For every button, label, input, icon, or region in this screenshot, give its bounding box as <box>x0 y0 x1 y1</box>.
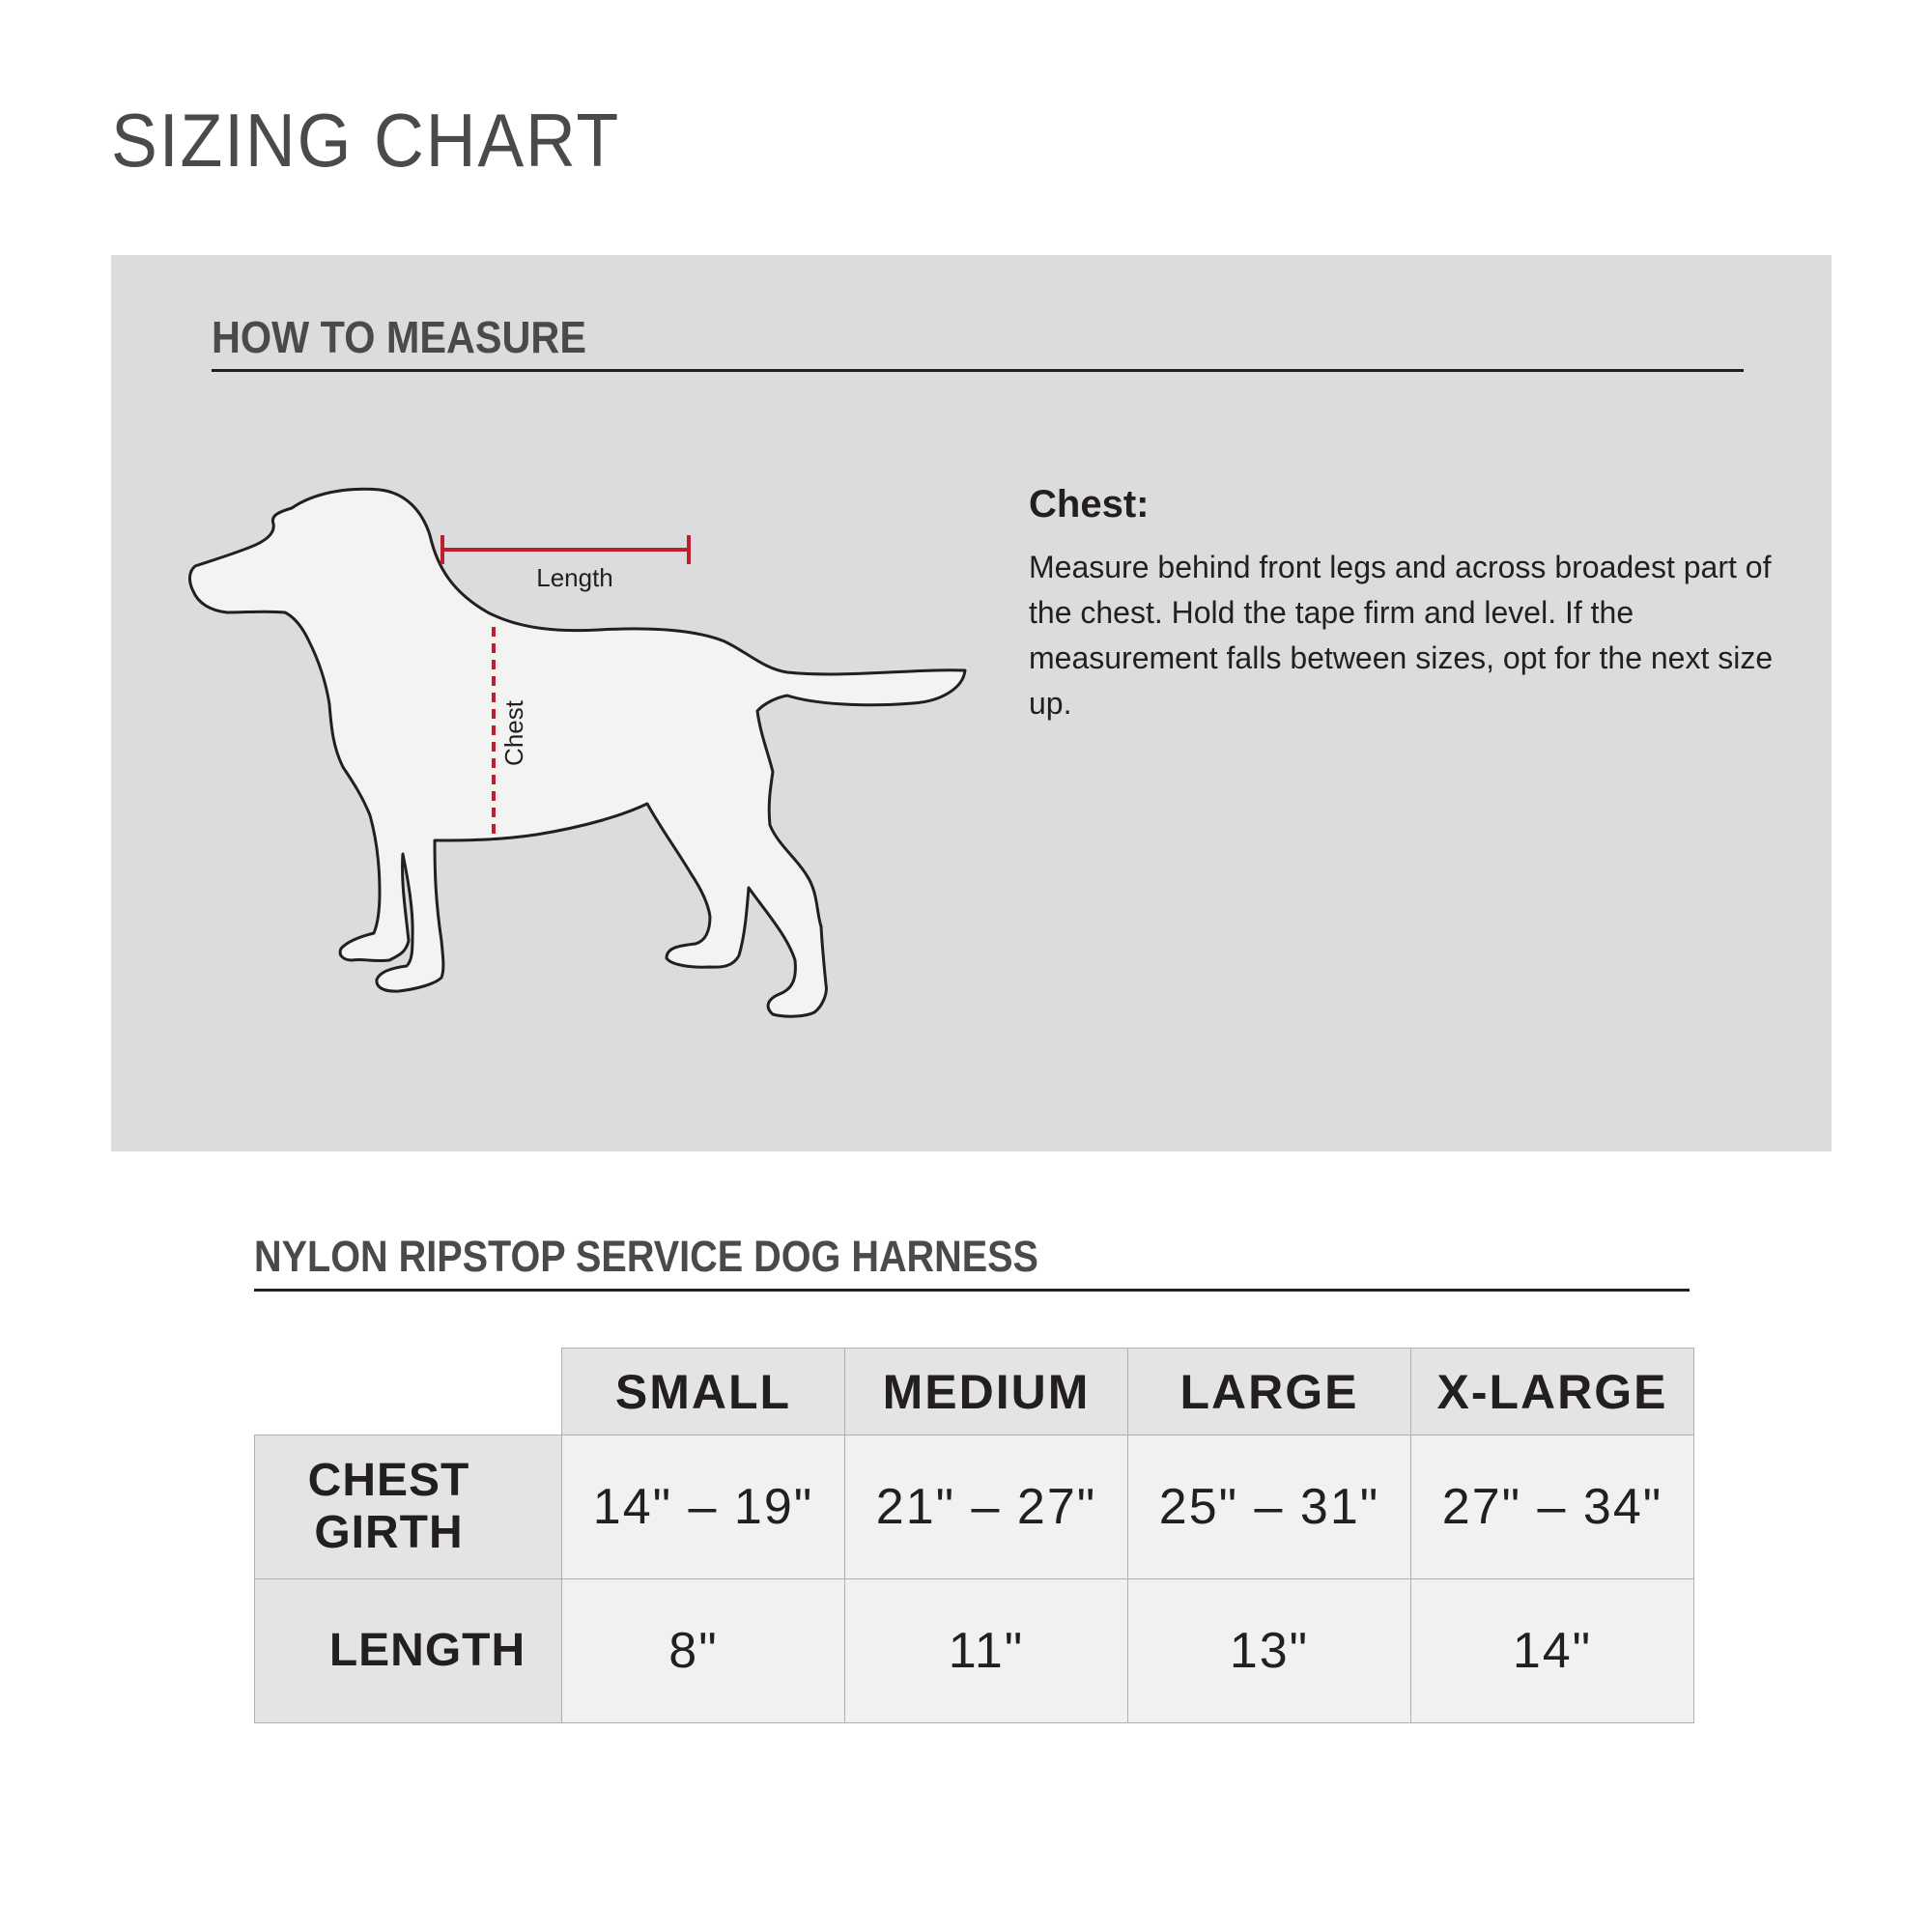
table-cell: 25" – 31" <box>1127 1435 1411 1579</box>
product-title: NYLON RIPSTOP SERVICE DOG HARNESS <box>254 1232 1038 1281</box>
table-cell: 14" – 19" <box>561 1435 845 1579</box>
length-measure-line <box>442 535 689 564</box>
table-cell: 8" <box>561 1578 845 1723</box>
table-cell: 13" <box>1127 1578 1411 1723</box>
table-cell: 21" – 27" <box>844 1435 1128 1579</box>
table-cell: 27" – 34" <box>1410 1435 1694 1579</box>
how-to-measure-title: HOW TO MEASURE <box>212 312 586 362</box>
length-label: Length <box>536 563 613 592</box>
row-header-chest-girth: CHEST GIRTH <box>254 1435 562 1579</box>
chest-instructions: Measure behind front legs and across broadest part of the chest. Hold the tape firm and level. If the measurement falls between sizes, opt for the next size up. <box>1029 550 1774 721</box>
size-header-x-large: X-LARGE <box>1410 1348 1694 1435</box>
page-title: SIZING CHART <box>111 98 621 183</box>
size-header-small: SMALL <box>561 1348 845 1435</box>
chest-heading: Chest: <box>1029 483 1150 526</box>
table-cell: 14" <box>1410 1578 1694 1723</box>
divider <box>212 369 1744 372</box>
how-to-measure-panel <box>111 255 1832 1151</box>
size-header-large: LARGE <box>1127 1348 1411 1435</box>
chest-label: Chest <box>499 700 528 766</box>
divider <box>254 1289 1690 1292</box>
row-header-length: LENGTH <box>254 1578 562 1723</box>
table-cell: 11" <box>844 1578 1128 1723</box>
size-header-medium: MEDIUM <box>844 1348 1128 1435</box>
dog-silhouette-illustration <box>169 458 1087 1086</box>
